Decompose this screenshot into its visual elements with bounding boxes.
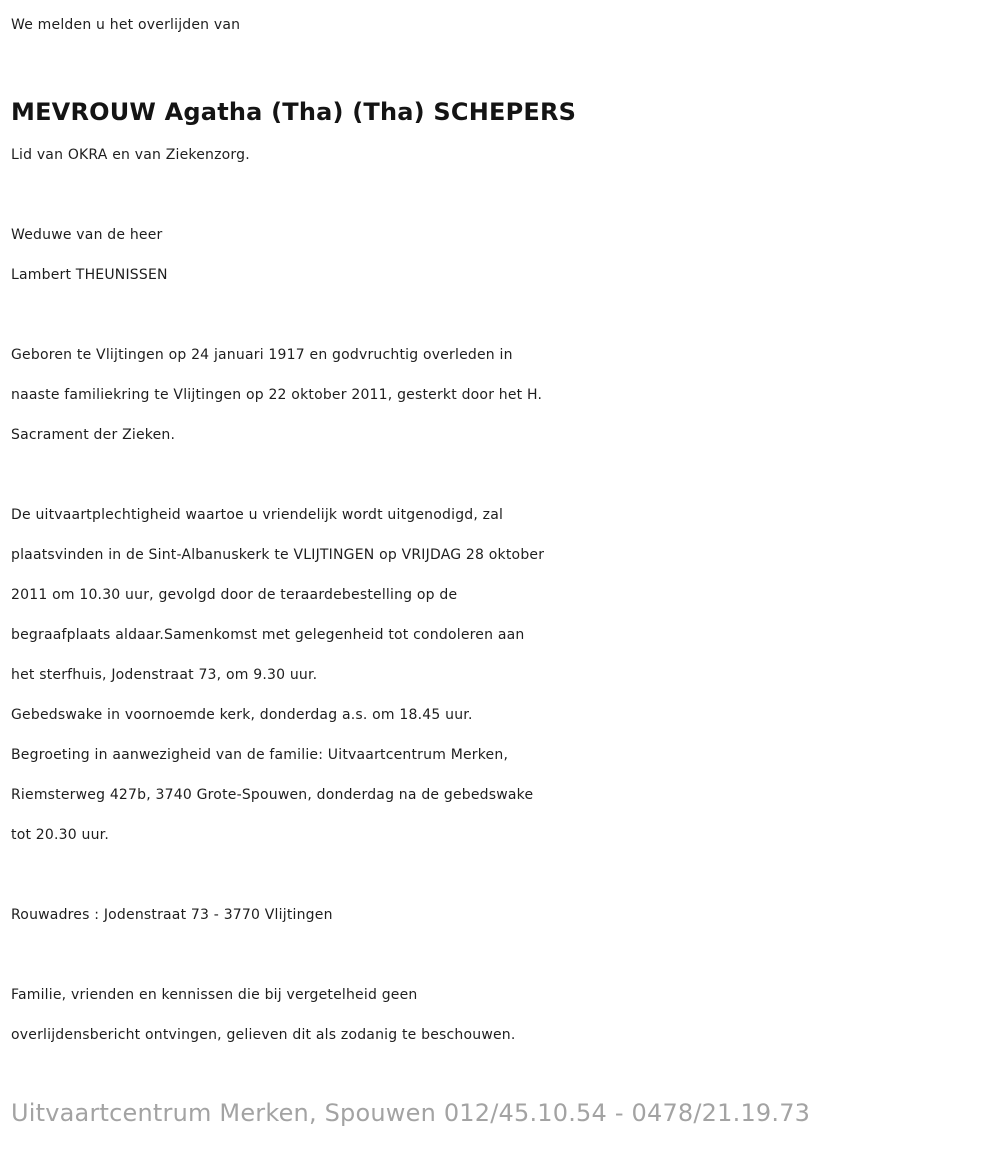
birth-death-paragraph <box>11 335 996 455</box>
paragraph-line: tot 20.30 uur. <box>11 827 109 843</box>
paragraph-line: De uitvaartplechtigheid waartoe u vriendelijk wordt uitgenodigd, zal <box>11 507 504 523</box>
spouse-line-2: Lambert THEUNISSEN <box>11 267 168 283</box>
spacer <box>11 935 996 975</box>
spacer <box>11 855 996 895</box>
spacer <box>11 455 996 495</box>
paragraph-line: Sacrament der Zieken. <box>11 427 176 443</box>
paragraph-line: begraafplaats aldaar.Samenkomst met gelegenheid tot condoleren aan <box>11 627 525 643</box>
paragraph-line: plaatsvinden in de Sint-Albanuskerk te VLIJTINGEN op VRIJDAG 28 oktober <box>11 547 545 563</box>
intro-text: We melden u het overlijden van <box>11 17 241 33</box>
family-note-paragraph <box>11 975 996 1055</box>
spacer <box>11 175 996 215</box>
paragraph-line: 2011 om 10.30 uur, gevolgd door de teraardebestelling op de <box>11 587 458 603</box>
spouse-line-1: Weduwe van de heer <box>11 227 163 243</box>
paragraph-line: naaste familiekring te Vlijtingen op 22 oktober 2011, gesterkt door het H. <box>11 387 543 403</box>
funeral-home-footer: Uitvaartcentrum Merken, Spouwen 012/45.10.54 - 0478/21.19.73 <box>11 1099 811 1127</box>
spacer <box>11 295 996 335</box>
mourning-address: Rouwadres : Jodenstraat 73 - 3770 Vlijtingen <box>11 907 333 923</box>
obituary-notice <box>11 0 996 1055</box>
deceased-name: MEVROUW Agatha (Tha) (Tha) SCHEPERS <box>11 98 577 126</box>
paragraph-line: overlijdensbericht ontvingen, gelieven dit als zodanig te beschouwen. <box>11 1027 516 1043</box>
paragraph-line: Familie, vrienden en kennissen die bij vergetelheid geen <box>11 987 418 1003</box>
paragraph-line: Begroeting in aanwezigheid van de familie: Uitvaartcentrum Merken, <box>11 747 509 763</box>
paragraph-line: Geboren te Vlijtingen op 24 januari 1917 en godvruchtig overleden in <box>11 347 513 363</box>
ceremony-paragraph <box>11 495 996 855</box>
paragraph-line: het sterfhuis, Jodenstraat 73, om 9.30 uur. <box>11 667 318 683</box>
paragraph-line: Riemsterweg 427b, 3740 Grote-Spouwen, donderdag na de gebedswake <box>11 787 534 803</box>
membership-text: Lid van OKRA en van Ziekenzorg. <box>11 147 250 163</box>
paragraph-line: Gebedswake in voornoemde kerk, donderdag a.s. om 18.45 uur. <box>11 707 473 723</box>
